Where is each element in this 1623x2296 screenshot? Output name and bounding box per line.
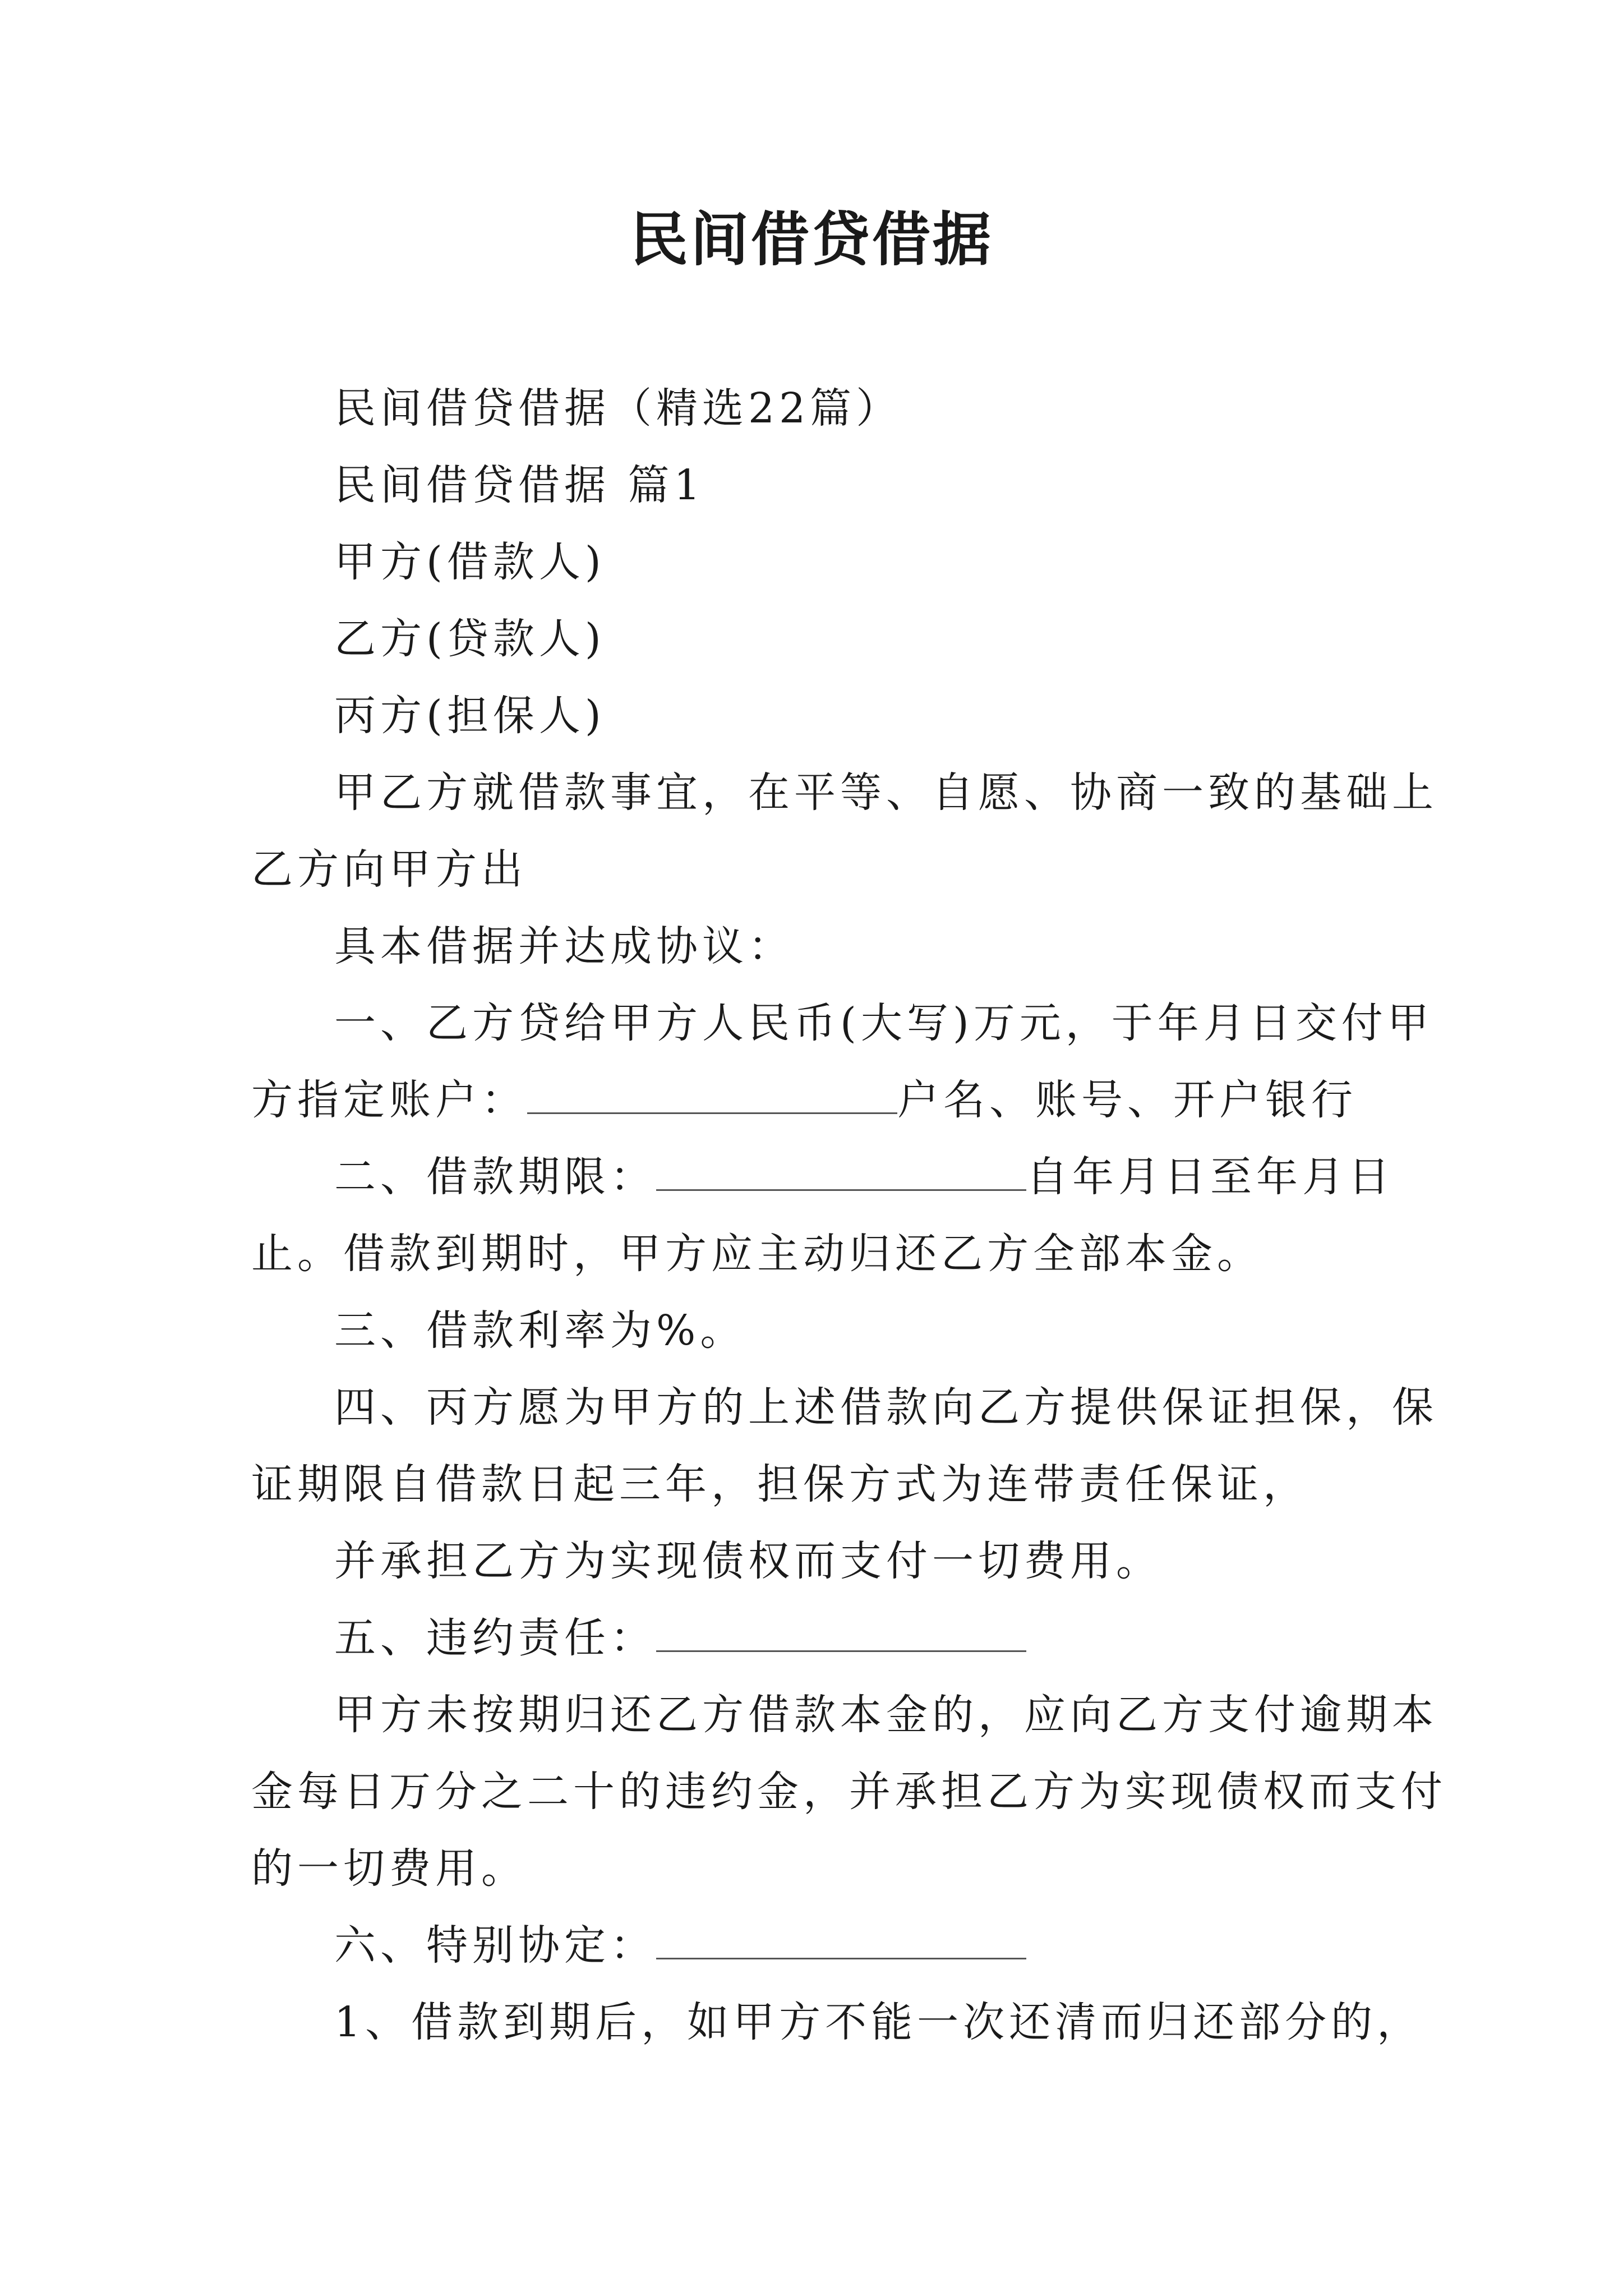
clause-2-line: 止。借款到期时，甲方应主动归还乙方全部本金。: [251, 1230, 1263, 1278]
clause-4-line: 四、丙方愿为甲方的上述借款向乙方提供保证担保，保: [334, 1383, 1438, 1432]
clause-1-line: 一、乙方贷给甲方人民币(大写)万元，于年月日交付甲: [334, 999, 1433, 1047]
clause-5-line: 甲方未按期归还乙方借款本金的，应向乙方支付逾期本: [334, 1691, 1438, 1739]
special-label: 六、特别协定：: [334, 1921, 656, 1970]
account-blank: [527, 1078, 897, 1114]
clause-5-line: 的一切费用。: [251, 1844, 527, 1893]
paragraph-line: 具本借据并达成协议：: [334, 922, 794, 970]
document-body: [251, 370, 1447, 2061]
clause-5-line: 金每日万分之二十的违约金，并承担乙方为实现债权而支付: [251, 1768, 1447, 1816]
party-c: 丙方(担保人): [334, 692, 606, 740]
liability-label: 五、违约责任：: [334, 1614, 656, 1662]
subtitle-line: 民间借贷借据（精选22篇）: [334, 384, 902, 432]
paragraph-line: 乙方向甲方出: [251, 845, 527, 894]
clause-3-line: 三、借款利率为%。: [334, 1306, 746, 1355]
account-detail: 户名、账号、开户银行: [897, 1076, 1357, 1124]
clause-5-line: [251, 1600, 1390, 1677]
document-title: 民间借贷借据: [629, 205, 993, 274]
clause-6-line: [251, 1907, 1390, 1984]
special-blank: [656, 1923, 1026, 1959]
party-b: 乙方(贷款人): [334, 615, 606, 663]
term-dates: 自年月日至年月日: [1026, 1153, 1394, 1201]
clause-6-item-1: 1、借款到期后，如甲方不能一次还清而归还部分的，: [334, 1998, 1423, 2046]
paragraph-line: 甲乙方就借款事宜，在平等、自愿、协商一致的基础上: [334, 769, 1438, 817]
clause-4-line: 并承担乙方为实现债权而支付一切费用。: [334, 1537, 1162, 1585]
clause-2-line: [251, 1139, 1394, 1216]
clause-1-line: [251, 1062, 1390, 1139]
liability-blank: [656, 1616, 1026, 1652]
account-label: 方指定账户：: [251, 1076, 527, 1124]
term-blank: [656, 1154, 1026, 1191]
clause-4-line: 证期限自借款日起三年，担保方式为连带责任保证，: [251, 1460, 1309, 1508]
section-heading: 民间借贷借据 篇1: [334, 461, 705, 509]
party-a: 甲方(借款人): [334, 538, 606, 586]
term-label: 二、借款期限：: [334, 1153, 656, 1201]
